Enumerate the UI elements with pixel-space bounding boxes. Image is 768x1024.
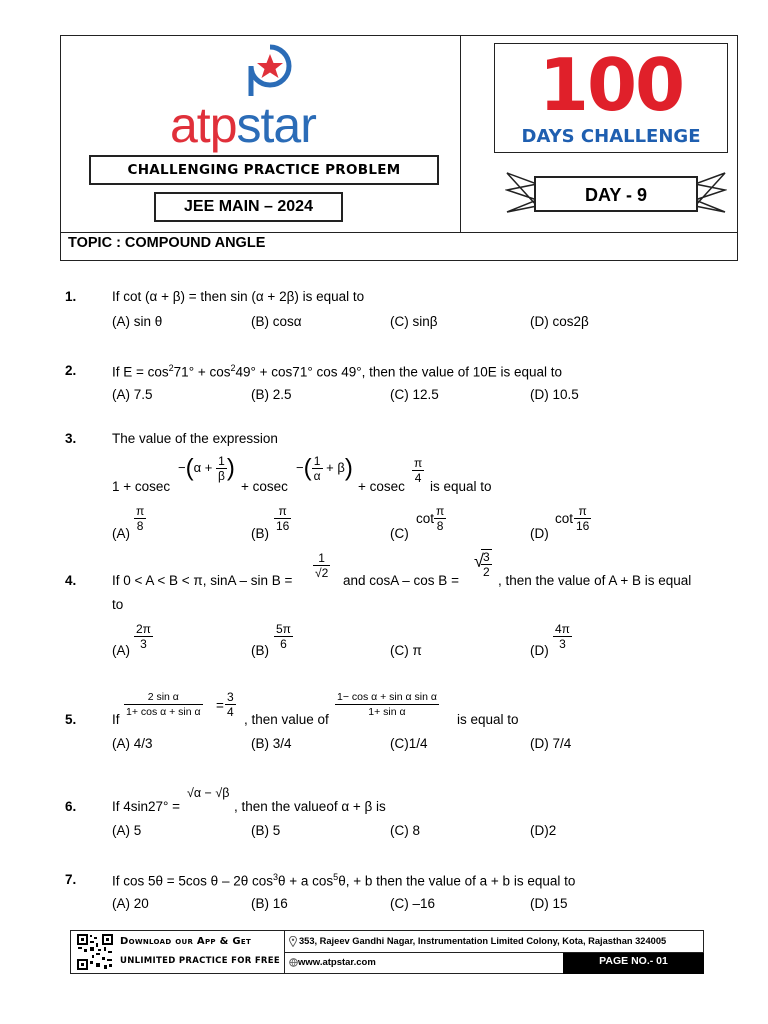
- logo-pin-icon: [246, 44, 294, 98]
- q3-b-den: 16: [276, 519, 290, 533]
- q3-frac2-den: α: [313, 469, 321, 483]
- q4-text-d: to: [112, 597, 124, 612]
- logo-wordmark: [170, 96, 316, 154]
- q3-option-c: (C): [390, 526, 409, 541]
- qr-code-icon[interactable]: [76, 933, 114, 971]
- q4-d-den: 3: [559, 637, 566, 651]
- q7-option-a: (A) 20: [112, 896, 149, 911]
- q2-option-b: (B) 2.5: [251, 387, 292, 402]
- q5-f1-den: 1+ cos α + sin α: [126, 706, 201, 718]
- q2-option-a: (A) 7.5: [112, 387, 153, 402]
- challenge-label: DAYS CHALLENGE: [521, 126, 701, 147]
- q5-if: If: [112, 712, 120, 727]
- q6-text-a: If 4sin27° =: [112, 799, 181, 814]
- q6-option-a: (A) 5: [112, 823, 142, 838]
- q2-sup1: 2: [168, 363, 174, 373]
- q3-a-num: π: [136, 504, 145, 518]
- q3-neg-2: −: [296, 459, 304, 475]
- q4-f1-den: √2: [315, 566, 329, 580]
- q1-option-c: (C) sinβ: [390, 314, 438, 329]
- q3-frac-1-over-beta: [216, 454, 227, 483]
- q3-plus-1: +: [204, 459, 213, 475]
- q5-f3-den: 1+ sin α: [368, 706, 406, 718]
- q4-b-num: 5π: [276, 622, 291, 636]
- q4-a-num: 2π: [136, 622, 151, 636]
- q1-option-d: (D) cos2β: [530, 314, 589, 329]
- q3-option-c-frac: [434, 504, 446, 533]
- q3-option-b-frac: [274, 504, 291, 533]
- location-pin-icon: [289, 936, 297, 947]
- q7-number: 7.: [65, 872, 77, 887]
- q5-number: 5.: [65, 712, 77, 727]
- logo-part-atp: atp: [170, 97, 237, 153]
- globe-icon: [289, 958, 298, 967]
- q2-text-a: If E = cos: [112, 364, 169, 380]
- footer-app-line2: UNLIMITED PRACTICE FOR FREE: [120, 956, 280, 966]
- q1-option-b: (B) cosα: [251, 314, 302, 329]
- q6-option-d: (D)2: [530, 823, 557, 838]
- q5-option-d: (D) 7/4: [530, 736, 572, 751]
- topic-label: TOPIC : COMPOUND ANGLE: [68, 235, 266, 251]
- q4-option-a-frac: [134, 622, 153, 651]
- q4-d-num: 4π: [555, 622, 570, 636]
- q7-text: [112, 872, 575, 889]
- q5-frac-3: [335, 690, 439, 719]
- q1-number: 1.: [65, 289, 77, 304]
- challenge-number: 100: [538, 43, 684, 127]
- q5-f2-den: 4: [227, 705, 234, 719]
- q3-beta-2: β: [337, 459, 345, 475]
- q3-option-c-prefix: cot: [416, 511, 435, 526]
- q3-exponent-1: −(α + $\frac{1}{\beta}$ ): [178, 454, 235, 483]
- q5-f2-num: 3: [227, 690, 234, 704]
- q7-option-d: (D) 15: [530, 896, 568, 911]
- header-divider: [460, 35, 461, 232]
- q7-text-a: If cos 5θ = 5cos θ – 2θ cos: [112, 873, 273, 889]
- q3-option-d-frac: [574, 504, 591, 533]
- q3-four: 4: [414, 471, 422, 485]
- q4-f1-num: 1: [313, 551, 330, 566]
- q4-frac-1-over-root2: [313, 551, 330, 580]
- q3-neg-1: −: [178, 459, 186, 475]
- footer-website-link[interactable]: www.atpstar.com: [298, 957, 376, 968]
- q3-plus-2: +: [326, 459, 334, 475]
- q3-frac2-num: 1: [312, 454, 323, 469]
- q4-option-d-frac: [553, 622, 572, 651]
- q4-number: 4.: [65, 573, 77, 588]
- q4-option-b-frac: [274, 622, 293, 651]
- q3-expr-third: + cosec: [358, 479, 405, 494]
- q5-mid-text: , then value of: [244, 712, 329, 727]
- exam-label: JEE MAIN – 2024: [154, 192, 343, 222]
- q7-text-b: θ + a cos: [278, 873, 334, 889]
- q4-option-b: (B): [251, 643, 269, 658]
- q6-text-b: , then the valueof α + β is: [234, 799, 386, 814]
- q3-expr-end: is equal to: [430, 479, 492, 494]
- q3-option-a-frac: [134, 504, 146, 533]
- q5-equals: =: [216, 698, 224, 713]
- q2-number: 2.: [65, 363, 77, 378]
- q2-text-b: 71° + cos: [173, 364, 231, 380]
- q4-f2-num: 3: [483, 550, 490, 564]
- q2-option-d: (D) 10.5: [530, 387, 579, 402]
- q4-a-den: 3: [140, 637, 147, 651]
- q3-alpha-1: α: [193, 459, 202, 475]
- q3-c-num: π: [436, 504, 445, 518]
- q3-frac-1-over-alpha: [312, 454, 323, 483]
- q3-frac-num: 1: [216, 454, 227, 469]
- q6-number: 6.: [65, 799, 77, 814]
- q5-end-text: is equal to: [457, 712, 519, 727]
- q4-b-den: 6: [280, 637, 287, 651]
- q3-d-den: 16: [576, 519, 590, 533]
- q3-a-den: 8: [136, 519, 144, 533]
- q1-option-a: (A) sin θ: [112, 314, 163, 329]
- q7-text-c: θ, + b then the value of a + b is equal to: [338, 873, 576, 889]
- q4-option-c: (C) π: [390, 643, 422, 658]
- q3-text: The value of the expression: [112, 431, 278, 446]
- q3-exponent-2: −( $\frac{1}{\alpha}$ + β): [296, 454, 353, 483]
- q7-option-b: (B) 16: [251, 896, 288, 911]
- q3-c-den: 8: [436, 519, 444, 533]
- q5-frac-1: [124, 690, 203, 719]
- q3-option-a: (A): [112, 526, 130, 541]
- q5-option-a: (A) 4/3: [112, 736, 153, 751]
- q4-option-a: (A): [112, 643, 130, 658]
- q7-sup2: 5: [333, 872, 339, 882]
- q4-f2-den: 2: [483, 565, 490, 579]
- q6-sqrt-expression: √α − √β: [187, 786, 230, 800]
- topic-divider: [60, 232, 738, 233]
- footer-address: 353, Rajeev Gandhi Nagar, Instrumentation Limited Colony, Kota, Rajasthan 324005: [299, 936, 667, 946]
- q3-b-num: π: [274, 504, 291, 519]
- footer-app-line1: Download our App & Get: [120, 936, 252, 947]
- q4-text-b: and cosA – cos B =: [343, 573, 459, 588]
- q4-sqrt-sign: √: [474, 551, 484, 571]
- q6-option-b: (B) 5: [251, 823, 281, 838]
- q3-number: 3.: [65, 431, 77, 446]
- q3-option-d: (D): [530, 526, 549, 541]
- q2-option-c: (C) 12.5: [390, 387, 439, 402]
- q7-sup1: 3: [272, 872, 278, 882]
- q7-option-c: (C) –16: [390, 896, 436, 911]
- q3-frac-den: β: [217, 469, 225, 483]
- q4-option-d: (D): [530, 643, 549, 658]
- q3-d-num: π: [574, 504, 591, 519]
- q5-f3-num: 1− cos α + sin α sin α: [337, 691, 437, 703]
- day-label: DAY - 9: [584, 185, 648, 205]
- q4-text-a: If 0 < A < B < π, sinA – sin B =: [112, 573, 293, 588]
- q2-text-c: 49° + cos71° cos 49°, then the value of 10E is equal to: [235, 364, 563, 380]
- q4-text-c: , then the value of A + B is equal: [498, 573, 692, 588]
- q3-pi: π: [414, 456, 423, 470]
- q2-text: [112, 363, 562, 380]
- q1-text: If cot (α + β) = then sin (α + 2β) is equal to: [112, 289, 365, 304]
- q5-option-b: (B) 3/4: [251, 736, 292, 751]
- logo-part-star: star: [236, 97, 316, 153]
- q2-sup2: 2: [230, 363, 236, 373]
- q3-option-b: (B): [251, 526, 269, 541]
- q5-f1-num: 2 sin α: [124, 690, 203, 705]
- q5-frac-2: [225, 690, 236, 719]
- q3-pi-over-4: [412, 456, 424, 485]
- q5-option-c: (C)1/4: [390, 736, 428, 751]
- practice-label: CHALLENGING PRACTICE PROBLEM: [89, 155, 439, 185]
- q3-expr-mid: + cosec: [241, 479, 288, 494]
- q4-frac-3-over-2: [481, 549, 492, 579]
- q3-expr-start: 1 + cosec: [112, 479, 171, 494]
- page-number: PAGE NO.- 01: [599, 955, 668, 967]
- q6-option-c: (C) 8: [390, 823, 420, 838]
- q3-option-d-prefix: cot: [555, 511, 574, 526]
